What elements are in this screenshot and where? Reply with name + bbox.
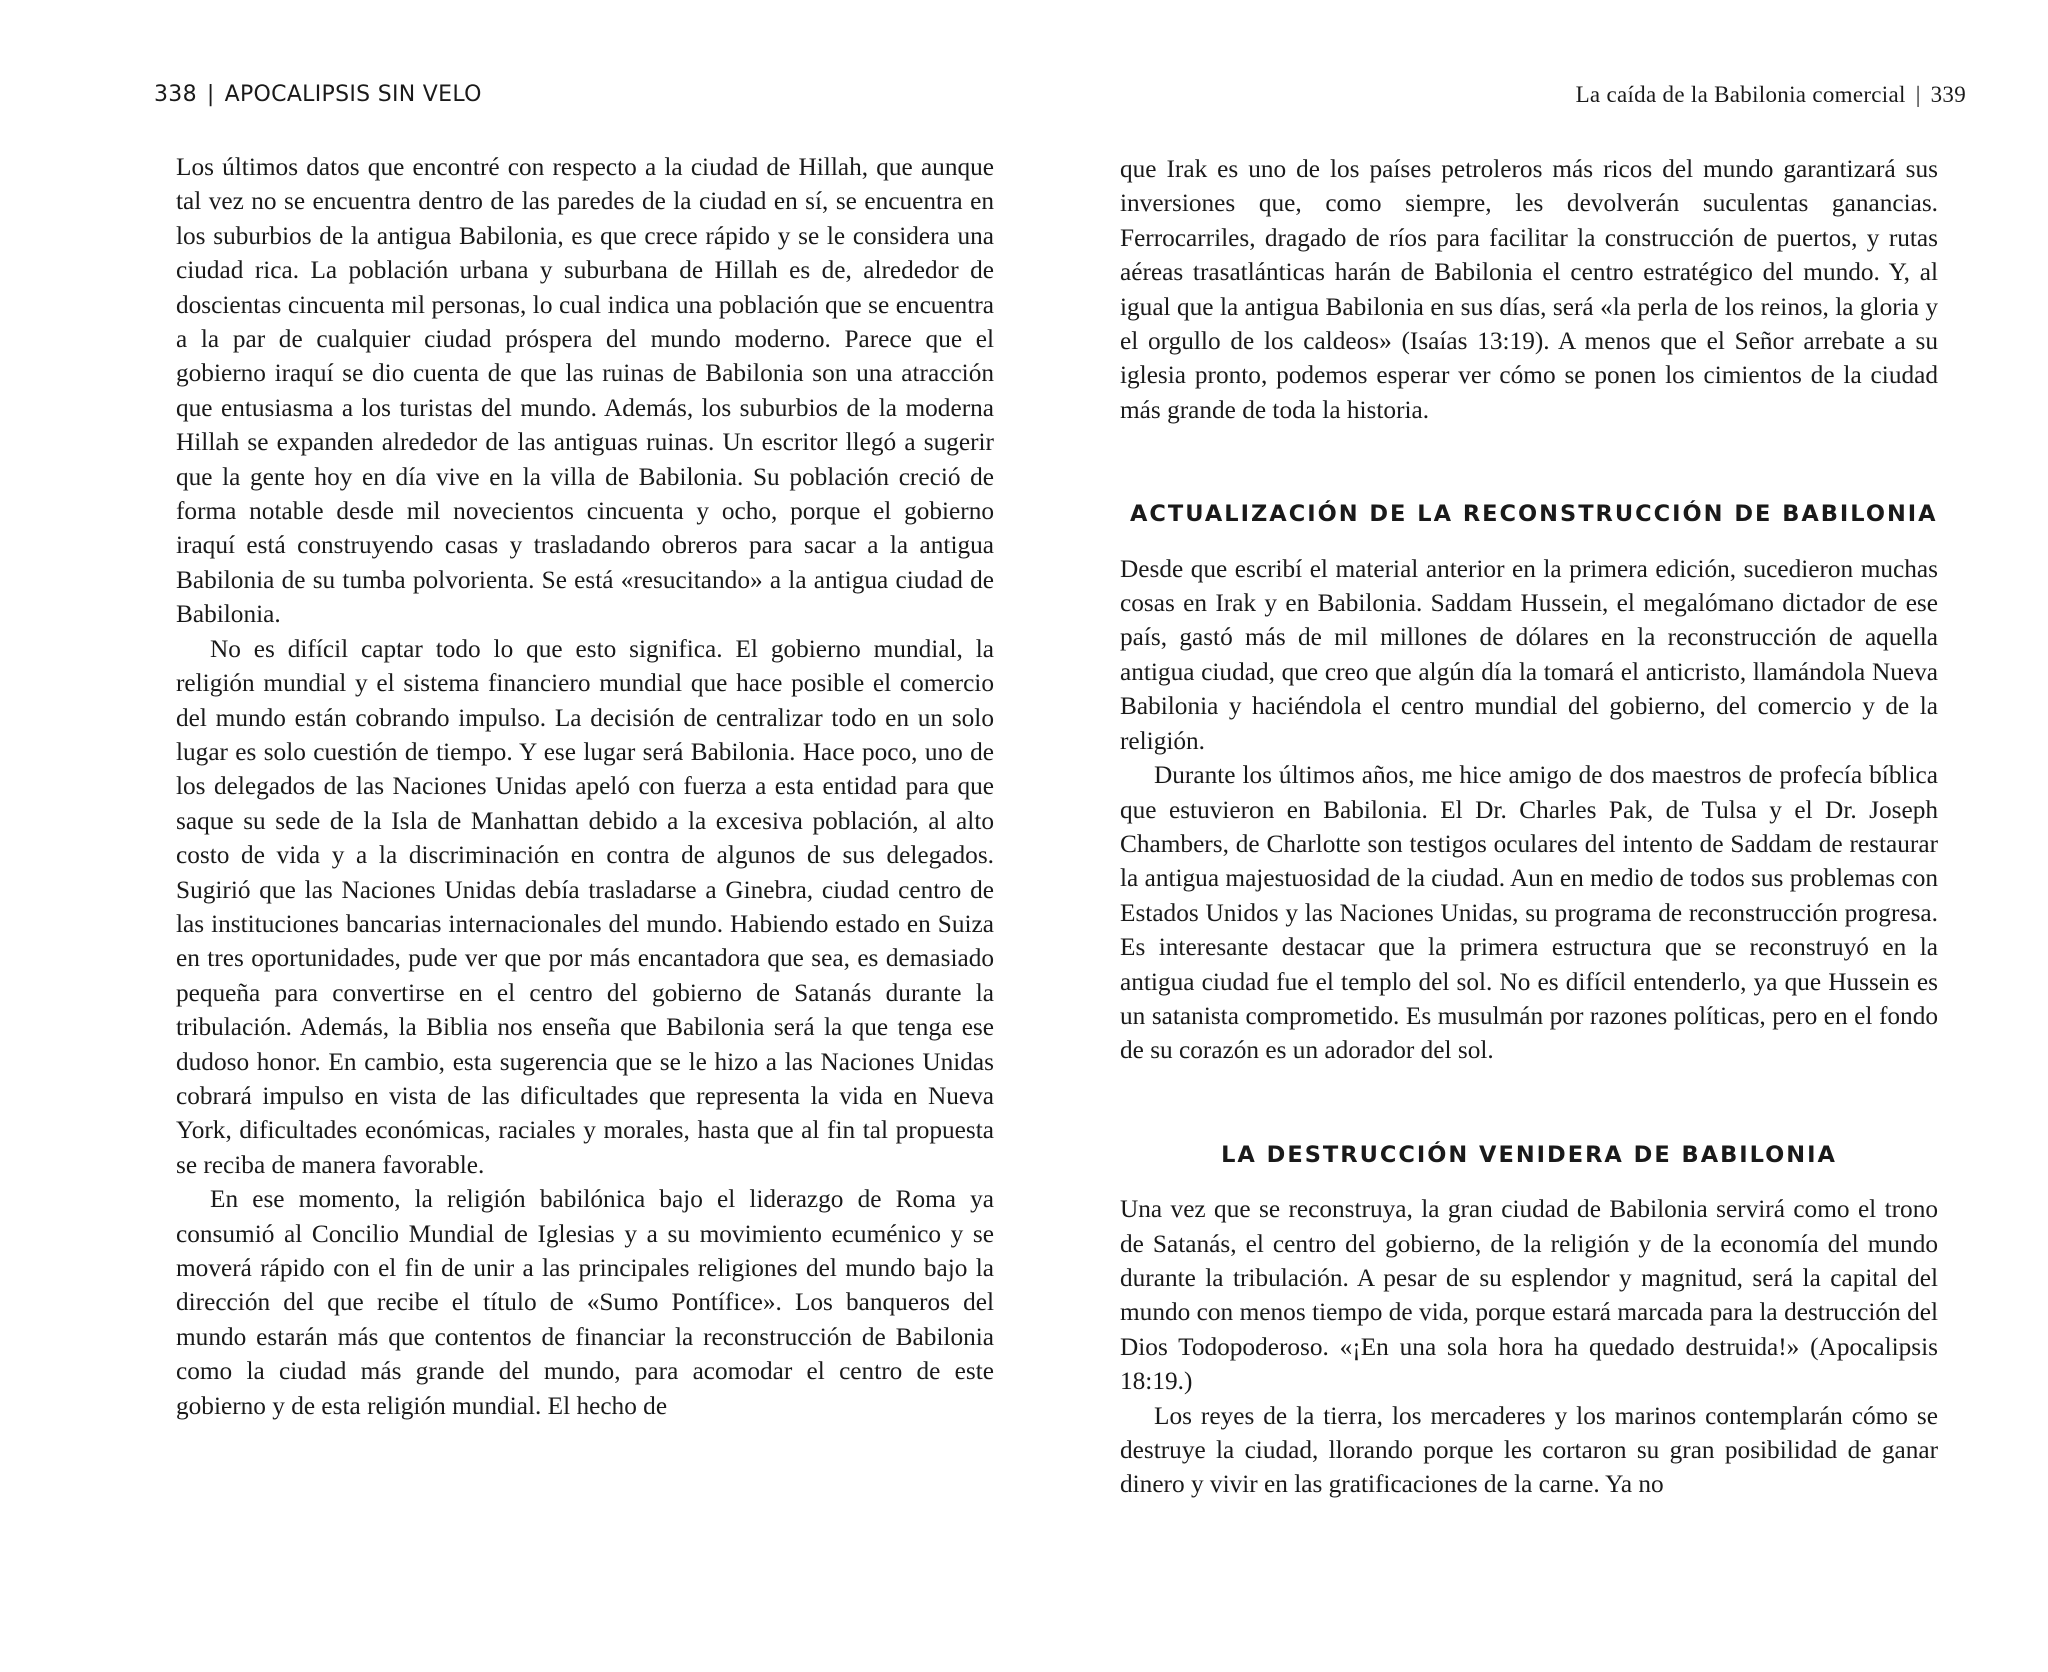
left-running-title: APOCALIPSIS SIN VELO	[224, 82, 482, 107]
left-text-column	[176, 150, 994, 1423]
body-paragraph: No es difícil captar todo lo que esto significa. El gobierno mundial, la religión mundial y el sistema financiero mundial que hace posible el comercio del mundo están cobrando impulso. La decisión de centralizar todo en un solo lugar es solo cuestión de tiempo. Y ese lugar será Babilonia. Hace poco, uno de los delegados de las Naciones Unidas apeló con fuerza a esta entidad para que saque su sede de la Isla de Manhattan debido a la excesiva población, al alto costo de vida y a la discriminación en contra de algunos de sus delegados. Sugirió que las Naciones Unidas debía trasladarse a Ginebra, ciudad centro de las instituciones bancarias internacionales del mundo. Habiendo estado en Suiza en tres oportunidades, pude ver que por más encantadora que sea, es demasiado pequeña para convertirse en el centro del gobierno de Satanás durante la tribulación. Además, la Biblia nos enseña que Babilonia será la que tenga ese dudoso honor. En cambio, esta sugerencia que se le hizo a las Naciones Unidas cobrará impulso en vista de las dificultades que representa la vida en Nueva York, dificultades económicas, raciales y morales, hasta que al fin tal propuesta se reciba de manera favorable.	[176, 634, 994, 1179]
body-paragraph: En ese momento, la religión babilónica bajo el liderazgo de Roma ya consumió al Concilio Mundial de Iglesias y a su movimiento ecuménico y se moverá rápido con el fin de unir a las principales religiones del mundo bajo la dirección del que recibe el título de «Sumo Pontífice». Los banqueros del mundo estarán más que contentos de financiar la reconstrucción de Babilonia como la ciudad más grande del mundo, para acomodar el centro de este gobierno y de esta religión mundial. El hecho de	[176, 1185, 994, 1420]
left-page-number: 338	[154, 82, 197, 107]
body-paragraph: Los últimos datos que encontré con respecto a la ciudad de Hillah, que aunque tal vez no se encuentra dentro de las paredes de la ciudad en sí, se encuentra en los suburbios de la antigua Babilonia, es que crece rápido y se le considera una ciudad rica. La población urbana y suburbana de Hillah es de, alrededor de doscientas cincuenta mil personas, lo cual indica una población que se encuentra a la par de cualquier ciudad próspera del mundo moderno. Parece que el gobierno iraquí se dio cuenta de que las ruinas de Babilonia son una atracción que entusiasma a los turistas del mundo. Además, los suburbios de la moderna Hillah se expanden alrededor de las antiguas ruinas. Un escritor llegó a sugerir que la gente hoy en día vive en la villa de Babilonia. Su población creció de forma notable desde mil novecientos cincuenta y ocho, porque el gobierno iraquí está construyendo casas y trasladando obreros para sacar a la antigua Babilonia de su tumba polvorienta. Se está «resucitando» a la antigua ciudad de Babilonia.	[176, 153, 994, 629]
right-page-number: 339	[1930, 82, 1966, 107]
running-head-separator: |	[206, 82, 215, 107]
body-paragraph: que Irak es uno de los países petroleros más ricos del mundo garantizará sus inversiones que, como siempre, les devolverán suculentas ganancias. Ferrocarriles, dragado de ríos para facilitar la construcción de puertos, y rutas aéreas trasatlánticas harán de Babilonia el centro estratégico del mundo. Y, al igual que la antigua Babilonia en sus días, será «la perla de los reinos, la gloria y el orgullo de los caldeos» (Isaías 13:19). A menos que el Señor arrebate a su iglesia pronto, podemos esperar ver cómo se ponen los cimientos de la ciudad más grande de toda la historia.	[1120, 155, 1938, 424]
body-paragraph: Una vez que se reconstruya, la gran ciudad de Babilonia servirá como el trono de Satanás, el centro del gobierno, de la religión y de la economía del mundo durante la tribulación. A pesar de su esplendor y magnitud, será la capital del mundo con menos tiempo de vida, porque estará marcada para la destrucción del Dios Todopoderoso. «¡En una sola hora ha quedado destruida!» (Apocalipsis 18:19.)	[1120, 1195, 1938, 1396]
right-running-head	[1576, 82, 1966, 108]
section-heading: ACTUALIZACIÓN DE LA RECONSTRUCCIÓN DE BABILONIA	[1130, 501, 1938, 528]
right-running-title: La caída de la Babilonia comercial	[1575, 82, 1906, 107]
left-running-head	[154, 82, 482, 107]
right-page	[1024, 0, 2048, 1672]
body-paragraph: Durante los últimos años, me hice amigo de dos maestros de profecía bíblica que estuvieron en Babilonia. El Dr. Charles Pak, de Tulsa y el Dr. Joseph Chambers, de Charlotte son testigos oculares del intento de Saddam de restaurar la antigua majestuosidad de la ciudad. Aun en medio de todos sus problemas con Estados Unidos y las Naciones Unidas, su programa de reconstrucción progresa. Es interesante destacar que la primera estructura que se reconstruyó en la antigua ciudad fue el templo del sol. No es difícil entenderlo, ya que Hussein es un satanista comprometido. Es musulmán por razones políticas, pero en el fondo de su corazón es un adorador del sol.	[1120, 761, 1938, 1065]
section-heading: LA DESTRUCCIÓN VENIDERA DE BABILONIA	[1221, 1141, 1837, 1168]
body-paragraph: Desde que escribí el material anterior en la primera edición, sucedieron muchas cosas en Irak y en Babilonia. Saddam Hussein, el megalómano dictador de ese país, gastó más de mil millones de dólares en la reconstrucción de aquella antigua ciudad, que creo que algún día la tomará el anticristo, llamándola Nueva Babilonia y haciéndola el centro mundial del gobierno, del comercio y de la religión.	[1120, 554, 1938, 755]
right-text-column	[1120, 152, 1938, 1502]
body-paragraph: Los reyes de la tierra, los mercaderes y los marinos contemplarán cómo se destruye la ciudad, llorando porque les cortaron su gran posibilidad de ganar dinero y vivir en las gratificaciones de la carne. Ya no	[1120, 1401, 1938, 1499]
running-head-separator: |	[1915, 82, 1921, 107]
